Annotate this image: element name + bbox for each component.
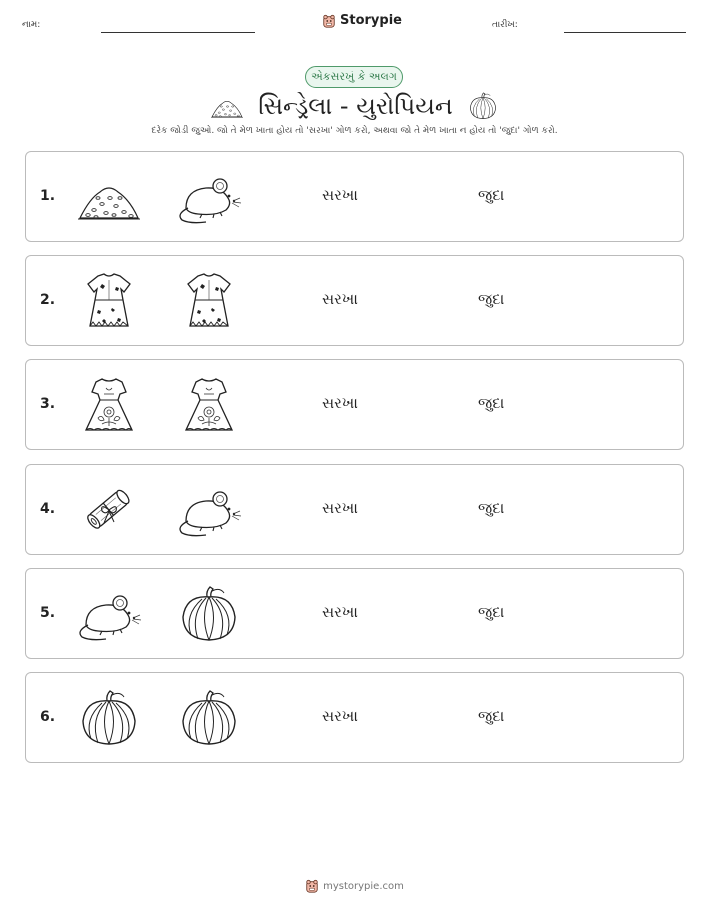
different-option[interactable]: જુદા bbox=[478, 394, 505, 413]
different-option[interactable]: જુદા bbox=[478, 186, 505, 204]
instructions: દરેક જોડી જુઓ. જો તે મેળ ખાતા હોય તો 'સરખા' ગોળ કરો, અથવા જો તે મેળ ખાતા ન હોય તો 'જુદા' ગોળ કરો. bbox=[151, 126, 558, 136]
page-title: સિન્ડ્રેલા - યુરોપિયન bbox=[258, 92, 453, 120]
question-card bbox=[25, 464, 684, 555]
different-option[interactable]: જુદા bbox=[478, 290, 505, 309]
question-number: 2. bbox=[40, 292, 56, 309]
same-option[interactable]: સરખા bbox=[322, 707, 358, 725]
grain-pile-icon bbox=[76, 168, 142, 226]
question-card bbox=[25, 672, 684, 763]
storypie-mascot-icon bbox=[305, 879, 319, 893]
name-label: નામ: bbox=[22, 20, 41, 30]
question-number: 4. bbox=[40, 500, 56, 517]
ragged-dress-icon bbox=[76, 272, 142, 330]
question-card bbox=[25, 255, 684, 346]
different-option[interactable]: જુદા bbox=[478, 602, 505, 621]
storypie-mascot-icon bbox=[322, 14, 336, 28]
ball-gown-icon bbox=[76, 376, 142, 434]
scroll-icon bbox=[76, 481, 142, 539]
mouse-icon bbox=[176, 168, 242, 226]
title-row bbox=[0, 88, 709, 124]
pumpkin-icon bbox=[176, 585, 242, 643]
question-card bbox=[25, 359, 684, 450]
same-option[interactable]: સરખા bbox=[322, 602, 358, 621]
question-number: 5. bbox=[40, 604, 56, 621]
storypie-logo bbox=[322, 13, 402, 28]
ball-gown-icon bbox=[176, 376, 242, 434]
name-line[interactable] bbox=[101, 32, 255, 33]
pumpkin-icon bbox=[176, 689, 242, 747]
different-option[interactable]: જુદા bbox=[478, 498, 505, 517]
footer-url: mystorypie.com bbox=[323, 880, 404, 892]
question-number: 3. bbox=[40, 396, 56, 413]
date-line[interactable] bbox=[564, 32, 686, 33]
same-option[interactable]: સરખા bbox=[322, 290, 358, 309]
footer bbox=[0, 879, 709, 893]
question-number: 1. bbox=[40, 188, 56, 204]
different-option[interactable]: જુદા bbox=[478, 707, 505, 725]
mouse-icon bbox=[176, 481, 242, 539]
same-option[interactable]: સરખા bbox=[322, 186, 358, 204]
date-label: તારીખ: bbox=[492, 20, 518, 30]
question-card bbox=[25, 568, 684, 659]
pumpkin-icon bbox=[76, 689, 142, 747]
worksheet-type-badge: એકસરખું કે અલગ bbox=[305, 66, 403, 88]
question-card bbox=[25, 151, 684, 242]
mouse-icon bbox=[76, 585, 142, 643]
same-option[interactable]: સરખા bbox=[322, 498, 358, 517]
pumpkin-icon bbox=[467, 91, 499, 121]
grain-pile-icon bbox=[210, 91, 244, 121]
ragged-dress-icon bbox=[176, 272, 242, 330]
question-number: 6. bbox=[40, 709, 56, 725]
same-option[interactable]: સરખા bbox=[322, 394, 358, 413]
brand-name: Storypie bbox=[340, 13, 402, 28]
